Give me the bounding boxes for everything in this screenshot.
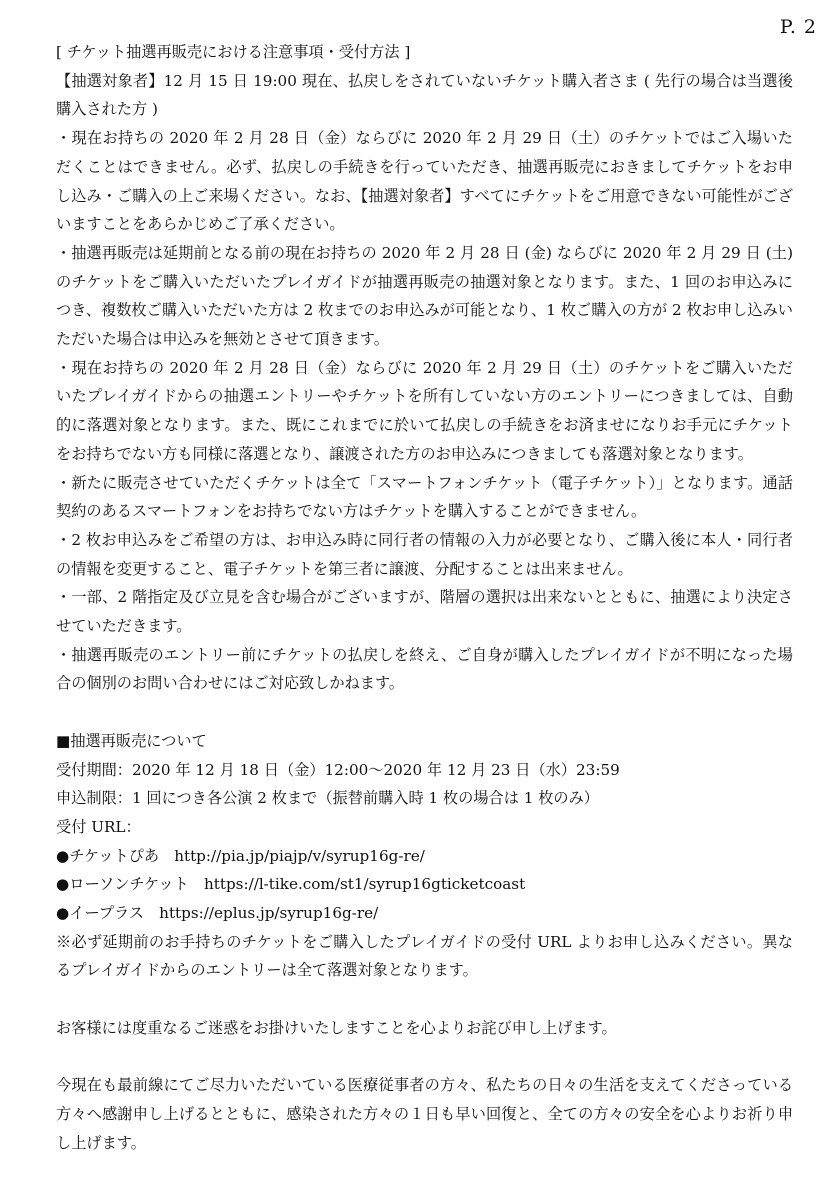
spacer xyxy=(56,1043,793,1072)
reception-period: 受付期間：2020 年 12 月 18 日（金）12:00〜2020 年 12 月 23 日（水）23:59 xyxy=(56,760,620,779)
playguide-lawson-link[interactable]: ●ローソンチケット https://l-tike.com/st1/syrup16gticketcoast xyxy=(56,875,526,894)
notice-item: ・抽選再販売のエントリー前にチケットの払戻しを終え、ご自身が購入したプレイガイドが不明になった場合の個別のお問い合わせにはご対応致しかねます。 xyxy=(56,645,793,693)
apology-text: お客様には度重なるご迷惑をお掛けいたしますことを心よりお詫び申し上げます。 xyxy=(56,1018,617,1037)
resale-section xyxy=(56,727,793,985)
url-caution-note: ※必ず延期前のお手持ちのチケットをご購入したプレイガイドの受付 URL よりお申し込みください。異なるプレイガイドからのエントリーは全て落選対象となります。 xyxy=(56,932,793,980)
notice-item: ・新たに販売させていただくチケットは全て「スマートフォンチケット（電子チケット）」となります。通話契約のあるスマートフォンをお持ちでない方はチケットを購入することができません。 xyxy=(56,473,793,521)
target-audience: 【抽選対象者】12 月 15 日 19:00 現在、払戻しをされていないチケット購入者さま ( 先行の場合は当選後購入された方 ) xyxy=(56,71,793,119)
notice-item: ・現在お持ちの 2020 年 2 月 28 日（金）ならびに 2020 年 2 月 29 日（土）のチケットではご入場いただくことはできません。必ず、払戻しの手続きを行っていただき、抽選再販売におきましてチケットをお申し込み・ご購入の上ご来場ください。なお、【抽選対象者】すべてにチケットをご用意できない可能性がございますことをあらかじめご了承ください。 xyxy=(56,129,793,234)
notice-heading: [ チケット抽選再販売における注意事項・受付方法 ] xyxy=(56,43,411,61)
document-body xyxy=(56,38,793,1157)
notice-section xyxy=(56,38,793,698)
spacer xyxy=(56,698,793,727)
notice-item: ・抽選再販売は延期前となる前の現在お持ちの 2020 年 2 月 28 日 (金) ならびに 2020 年 2 月 29 日 (土) のチケットをご購入いただいたプレイガイドが抽選再販売の抽選対象となります。また、1 回のお申込みにつき、複数枚ご購入いただいた方は 2 枚までのお申込みが可能となり、1 枚ご購入の方が 2 枚お申し込みいただいた場合は申込みを無効とさせて頂きます。 xyxy=(56,243,793,349)
page-number: P. 2 xyxy=(779,16,817,38)
playguide-eplus-link[interactable]: ●イープラス https://eplus.jp/syrup16g-re/ xyxy=(56,904,379,923)
resale-heading: ■抽選再販売について xyxy=(56,731,207,750)
spacer xyxy=(56,985,793,1014)
reception-url-label: 受付 URL： xyxy=(56,817,141,836)
notice-item: ・2 枚お申込みをご希望の方は、お申込み時に同行者の情報の入力が必要となり、ご購入後に本人・同行者の情報を変更すること、電子チケットを第三者に譲渡、分配することは出来ません。 xyxy=(56,530,793,578)
notice-item: ・現在お持ちの 2020 年 2 月 28 日（金）ならびに 2020 年 2 月 29 日（土）のチケットをご購入いただいたプレイガイドからの抽選エントリーやチケットを所有していない方のエントリーにつきましては、自動的に落選対象となります。また、既にこれまでに於いて払戻しの手続きをお済ませになりお手元にチケットをお持ちでない方も同様に落選となり、譲渡された方のお申込みにつきましても落選対象となります。 xyxy=(56,358,793,463)
playguide-pia-link[interactable]: ●チケットぴあ http://pia.jp/piajp/v/syrup16g-re/ xyxy=(56,846,425,865)
notice-item: ・一部、2 階指定及び立見を含む場合がございますが、階層の選択は出来ないとともに、抽選により決定させていただきます。 xyxy=(56,588,793,636)
application-limit: 申込制限：1 回につき各公演 2 枚まで（振替前購入時 1 枚の場合は 1 枚のみ） xyxy=(56,789,599,808)
closing-message: 今現在も最前線にてご尽力いただいている医療従事者の方々、私たちの日々の生活を支えてくださっている方々へ感謝申し上げるとともに、感染された方々の１日も早い回復と、全ての方々の安全を心よりお祈り申し上げます。 xyxy=(56,1076,794,1152)
